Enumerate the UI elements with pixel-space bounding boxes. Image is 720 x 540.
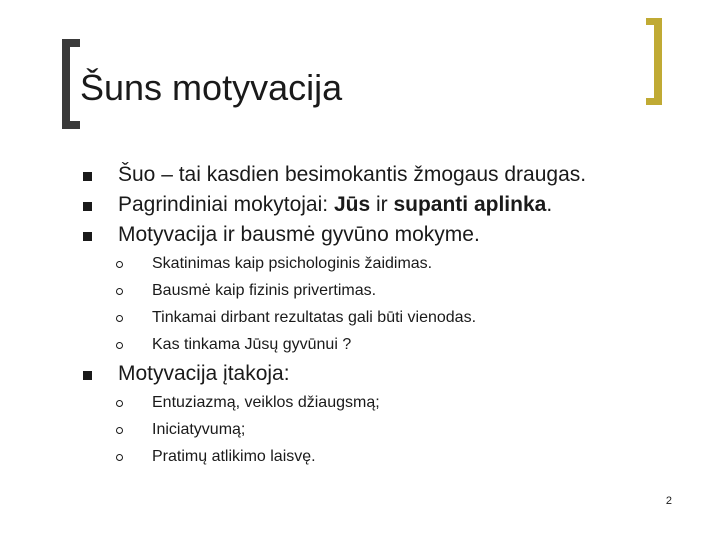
left-bracket-decoration [62,39,70,129]
ring-bullet-icon [116,315,123,322]
left-bracket-bottom [62,121,80,129]
square-bullet-icon [83,172,92,181]
bullet-2-end: . [546,193,553,216]
ring-bullet-icon [116,261,123,268]
ring-bullet-icon [116,454,123,461]
sub-bullet: Entuziazmą, veiklos džiaugsmą; [152,394,380,411]
right-bracket-decoration [654,18,662,105]
right-bracket-bottom [646,98,662,105]
ring-bullet-icon [116,400,123,407]
slide-title: Šuns motyvacija [80,67,343,108]
ring-bullet-icon [116,427,123,434]
sub-bullet: Kas tinkama Jūsų gyvūnui ? [152,336,352,353]
bullet-3: Motyvacija ir bausmė gyvūno mokyme. [118,223,480,246]
bullet-2-bold-you: Jūs [333,193,371,216]
bullet-2-bold-environment: supanti aplinka [393,193,547,216]
sub-bullet: Bausmė kaip fizinis privertimas. [152,282,377,299]
bullet-1: Šuo – tai kasdien besimokantis žmogaus draugas. [118,163,587,186]
square-bullet-icon [83,232,92,241]
ring-bullet-icon [116,342,123,349]
sub-bullet: Iniciatyvumą; [152,421,246,438]
bullet-2-text: Pagrindiniai mokytojai: [118,193,334,216]
square-bullet-icon [83,371,92,380]
bullet-2 [118,192,552,218]
bullet-2-mid: ir [370,193,394,216]
sub-bullet: Tinkamai dirbant rezultatas gali būti vienodas. [152,309,477,326]
square-bullet-icon [83,202,92,211]
bullet-4: Motyvacija įtakoja: [118,362,290,385]
ring-bullet-icon [116,288,123,295]
left-bracket-top [62,39,80,47]
sub-bullet: Pratimų atlikimo laisvę. [152,448,316,465]
sub-bullet: Skatinimas kaip psichologinis žaidimas. [152,255,433,272]
page-number: 2 [665,495,672,507]
right-bracket-top [646,18,662,25]
